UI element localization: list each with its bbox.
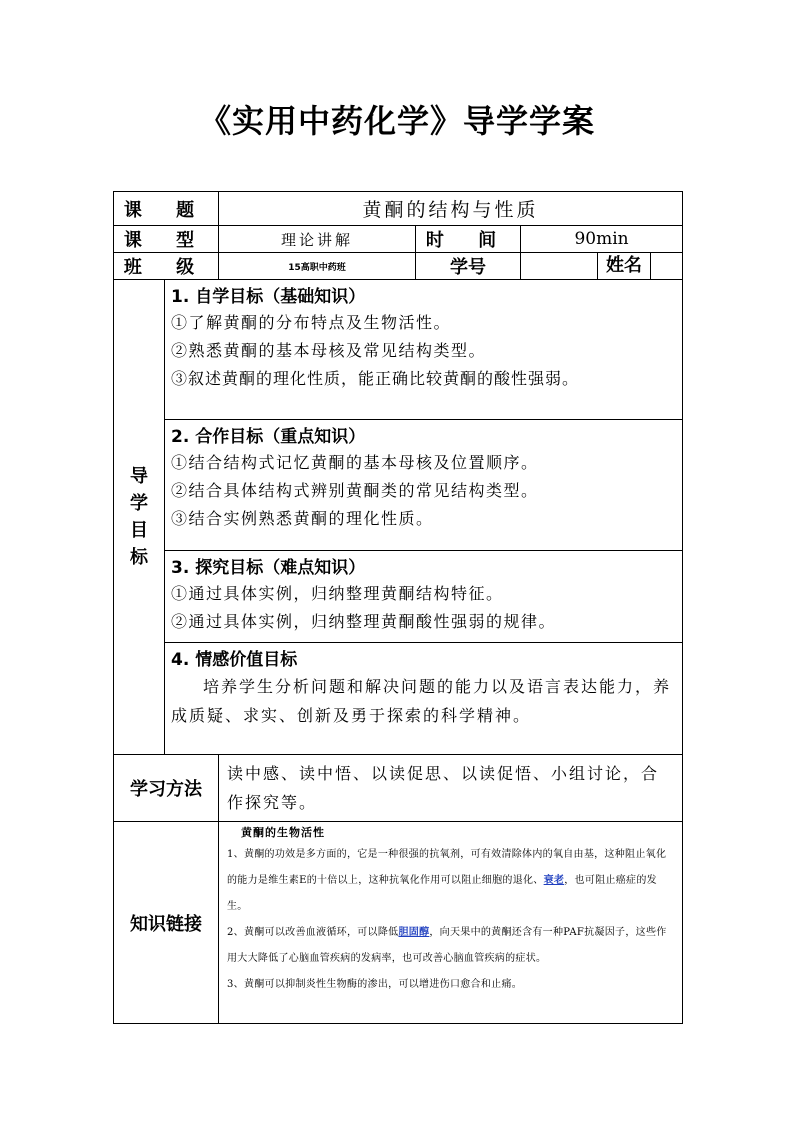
knowledge-subtitle: 黄酮的生物活性 bbox=[241, 826, 325, 839]
goal-line: ②熟悉黄酮的基本母核及常见结构类型。 bbox=[171, 341, 487, 360]
study-plan-table bbox=[113, 191, 683, 1024]
time-label: 时 间 bbox=[416, 226, 521, 253]
goal-section-self-study bbox=[165, 280, 683, 420]
knowledge-content bbox=[219, 822, 683, 1024]
class-label: 班 级 bbox=[114, 253, 219, 280]
section-heading: 1. 自学目标（基础知识） bbox=[171, 287, 366, 307]
type-value: 理论讲解 bbox=[219, 226, 416, 253]
goal-line: ②通过具体实例，归纳整理黄酮酸性强弱的规律。 bbox=[171, 612, 557, 631]
goal-line: ①通过具体实例，归纳整理黄酮结构特征。 bbox=[171, 584, 504, 603]
goal-section-cooperation bbox=[165, 420, 683, 551]
type-label: 课 型 bbox=[114, 226, 219, 253]
goal-paragraph bbox=[171, 672, 676, 730]
topic-value: 黄酮的结构与性质 bbox=[219, 192, 683, 226]
class-value: 15高职中药班 bbox=[219, 253, 416, 280]
goals-label-char: 学 bbox=[130, 493, 148, 514]
method-text: 读中感、读中悟、以读促思、以读促悟、小组讨论，合作探究等。 bbox=[219, 755, 683, 822]
goal-line: ①结合结构式记忆黄酮的基本母核及位置顺序。 bbox=[171, 453, 539, 472]
section-heading: 4. 情感价值目标 bbox=[171, 650, 298, 670]
goal-section-exploration bbox=[165, 551, 683, 643]
goals-label-char: 目 bbox=[130, 520, 148, 541]
method-label: 学习方法 bbox=[114, 755, 219, 822]
knowledge-label: 知识链接 bbox=[114, 822, 219, 1024]
goal-line: ③叙述黄酮的理化性质，能正确比较黄酮的酸性强弱。 bbox=[171, 369, 580, 388]
goal-section-emotion bbox=[165, 643, 683, 755]
name-cell bbox=[598, 253, 683, 280]
knowledge-text: 2、黄酮可以改善血液循环，可以降低 bbox=[227, 927, 399, 938]
knowledge-paragraph bbox=[227, 920, 674, 972]
knowledge-text: ，也可阻止癌症的发生。 bbox=[227, 875, 657, 912]
aging-link[interactable]: 衰老 bbox=[543, 875, 565, 886]
section-heading: 2. 合作目标（重点知识） bbox=[171, 427, 366, 447]
goals-label-char: 导 bbox=[130, 466, 148, 487]
time-value: 90min bbox=[521, 226, 683, 253]
name-field[interactable] bbox=[651, 253, 682, 279]
topic-label: 课 题 bbox=[114, 192, 219, 226]
knowledge-text: ，向天果中的黄酮还含有一种PAF抗凝因子，这些作用大大降低了心脑血管疾病的发病率，也可改善心脑血管疾病的症状。 bbox=[227, 927, 667, 964]
name-label: 姓名 bbox=[598, 253, 651, 279]
student-no-field[interactable] bbox=[521, 253, 598, 280]
knowledge-text: 1、黄酮的功效是多方面的，它是一种很强的抗氧剂，可有效清除体内的氧自由基，这种阻止氧化的能力是维生素E的十倍以上，这种抗氧化作用可以阻止细胞的退化、 bbox=[227, 849, 667, 886]
section-heading: 3. 探究目标（难点知识） bbox=[171, 558, 366, 578]
goal-line: ②结合具体结构式辨别黄酮类的常见结构类型。 bbox=[171, 481, 539, 500]
page-title: 《实用中药化学》导学学案 bbox=[198, 102, 595, 140]
student-no-label: 学号 bbox=[416, 253, 521, 280]
goal-paragraph-text: 培养学生分析问题和解决问题的能力以及语言表达能力，养成质疑、求实、创新及勇于探索的科学精神。 bbox=[171, 677, 672, 725]
knowledge-paragraph bbox=[227, 842, 674, 920]
goal-line: ①了解黄酮的分布特点及生物活性。 bbox=[171, 313, 452, 332]
goals-label bbox=[114, 280, 165, 755]
knowledge-paragraph: 3、黄酮可以抑制炎性生物酶的渗出，可以增进伤口愈合和止痛。 bbox=[227, 979, 523, 990]
cholesterol-link[interactable]: 胆固醇 bbox=[398, 927, 430, 938]
goal-line: ③结合实例熟悉黄酮的理化性质。 bbox=[171, 509, 434, 528]
goals-label-char: 标 bbox=[130, 547, 148, 568]
